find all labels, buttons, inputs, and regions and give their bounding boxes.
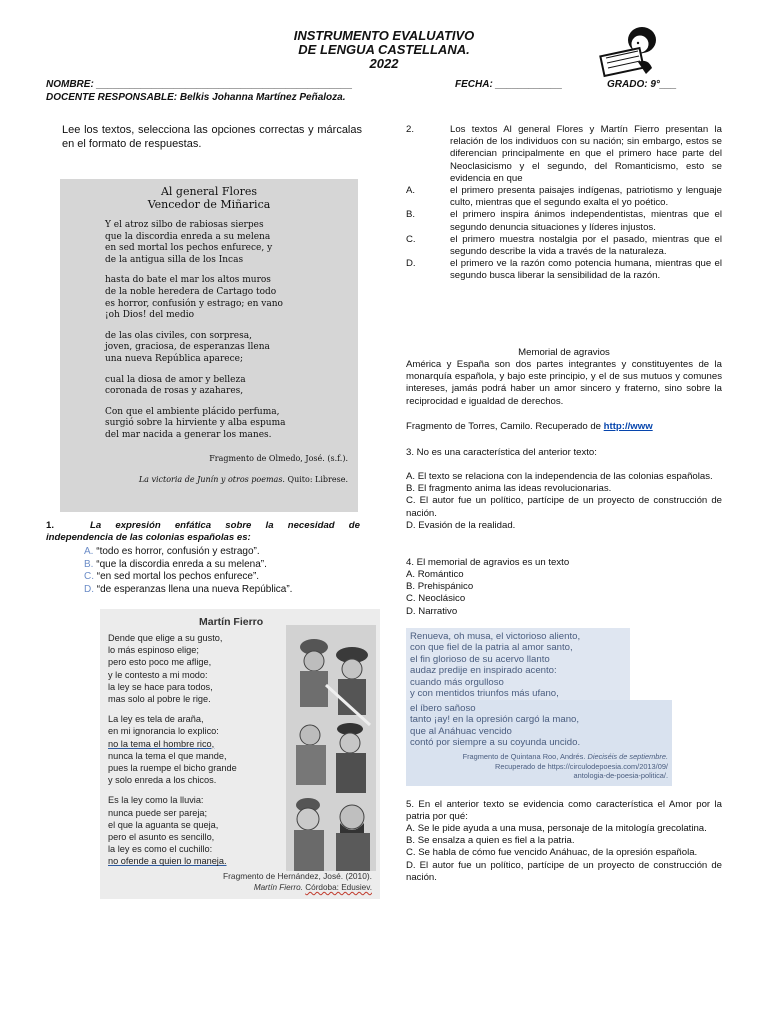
poem-line: y le contesto a mi modo: <box>108 669 208 680</box>
poem-line: en sed mortal los pechos enfurece, y <box>105 243 273 254</box>
question-2 <box>406 124 722 283</box>
poem-line: Y el atroz silbo de rabiosas sierpes <box>105 220 264 230</box>
teacher-line: DOCENTE RESPONSABLE: Belkis Johanna Martínez Peñaloza. <box>46 92 346 103</box>
gaucho-illustration-icon <box>286 625 376 871</box>
memorial-link[interactable]: http://www <box>603 421 653 432</box>
poem-line: hasta do bate el mar los altos muros <box>105 275 271 286</box>
poem-line: el que la aguanta se queja, <box>108 819 219 830</box>
option-b[interactable]: B. “que la discordia enreda a su melena”. <box>84 558 267 570</box>
memorial-text: América y España son dos partes integrantes y constituyentes de la monarquía española, y bajo este principio, y el de sus mutuos y comunes intereses, jamás podrá haber un amor sincero y fraterno, sino sobre la reciprocidad e igualdad de derechos. <box>406 359 722 407</box>
poem-line: una nueva República aparece; <box>105 353 244 364</box>
question-2-text: Los textos Al general Flores y Martín Fierro presentan la relación de los individuos con su nación; sin embargo, estos se diferencian principalmente en que el primero hace parte del Neoclasicismo y el segundo, del Romanticismo, esto se evidencia en que <box>450 124 722 184</box>
poem-line: contó por siempre a su coyunda uncido. <box>410 737 581 749</box>
poem-line: es horror, confusión y estrago; en vano <box>105 298 283 309</box>
option-c[interactable]: C. “en sed mortal los pechos enfurece”. <box>84 571 260 582</box>
instructions: Lee los textos, selecciona las opciones correctas y márcalas en el formato de respuestas. <box>62 124 362 150</box>
memorial-title: Memorial de agravios <box>518 347 610 358</box>
poem-line: cuando más orgulloso <box>410 676 504 688</box>
poem-line: la ley se hace para todos, <box>108 681 213 692</box>
poem-line: audaz predije en inspirado acento: <box>410 665 557 677</box>
poem-line: coronada de rosas y azahares, <box>105 386 244 397</box>
question-4: 4. El memorial de agravios es un texto <box>406 557 570 568</box>
poem-line: nunca la tema el que mande, <box>108 750 227 761</box>
poem-line: la ley es como el cuchillo: <box>108 844 213 855</box>
poem-line: La ley es tela de araña, <box>108 714 204 725</box>
question-5-options <box>406 823 722 884</box>
option-d[interactable]: D. El autor fue un político, partícipe de un proyecto de construcción de nación. <box>406 859 722 883</box>
question-2-number: 2. <box>406 124 415 135</box>
memorial-credit: Fragmento de Torres, Camilo. Recuperado de http://www <box>406 421 653 432</box>
poem-quintana-credit: Fragmento de Quintana Roo, Andrés. Dieciséis de septiembre. Recuperado de https://circulodepoesia.com/2013/09/ antologia-de-poesia-politica/. <box>462 752 668 780</box>
poem-flores-subtitle: Vencedor de Miñarica <box>147 198 271 211</box>
poem-line: surgió sobre la hirviente y alba espuma <box>105 418 286 429</box>
grade-field[interactable]: GRADO: 9°___ <box>607 79 677 90</box>
name-field[interactable]: NOMBRE: ______________________________________________ <box>46 79 353 90</box>
poem-line: el fin glorioso de su acervo llanto <box>410 653 550 665</box>
poem-flores-source-title: La victoria de Junín y otros poemas. <box>138 474 285 484</box>
poem-line: no la tema el hombre rico, <box>108 738 215 749</box>
poem-line: y con mentidos triunfos más ufano, <box>410 688 559 700</box>
option-a[interactable]: A. “todo es horror, confusión y estrago”. <box>84 546 260 557</box>
poem-martin-fierro-title: Martín Fierro <box>199 616 264 628</box>
poem-flores-title: Al general Flores <box>160 185 258 198</box>
option-c[interactable]: C. El autor fue un político, partícipe de un proyecto de construcción de nación. <box>406 495 722 519</box>
poem-line: mas solo al pobre le rige. <box>108 694 211 705</box>
question-3-options <box>406 471 722 532</box>
poem-line: pero el asunto es sencillo, <box>108 832 215 843</box>
option-c[interactable]: C. el primero muestra nostalgia por el pasado, mientras que el segundo describe la vida a través de la naturaleza. <box>406 233 722 258</box>
poem-martin-fierro-credit: Fragmento de Hernández, José. (2010). <box>223 871 372 881</box>
poem-line: nunca puede ser pareja; <box>108 807 208 818</box>
document-title-line1: INSTRUMENTO EVALUATIVO <box>293 28 475 43</box>
option-d[interactable]: D. Evasión de la realidad. <box>406 519 516 531</box>
poem-line: cual la diosa de amor y belleza <box>105 374 246 385</box>
poem-line: no ofende a quien lo maneja. <box>108 856 227 867</box>
option-c[interactable]: C. Se habla de cómo fue vencido Anáhuac, de la opresión española. <box>406 847 698 859</box>
poem-martin-fierro-source <box>254 883 372 892</box>
option-d[interactable]: D. “de esperanzas llena una nueva República”. <box>84 583 293 595</box>
poem-line: pero esto poco me aflige, <box>108 657 212 668</box>
poem-line: Dende que elige a su gusto, <box>108 633 223 643</box>
poem-line: el íbero sañoso <box>410 703 476 714</box>
question-1-number: 1. <box>46 520 55 531</box>
poem-line: tanto ¡ay! en la opresión cargó la mano, <box>410 714 580 726</box>
poem-flores-box <box>60 179 358 512</box>
option-b[interactable]: B. Prehispánico <box>406 581 474 593</box>
poem-flores-body <box>105 220 358 442</box>
document-year: 2022 <box>369 56 399 71</box>
poem-line: lo más espinoso elige; <box>108 645 199 656</box>
poem-line: del mar nacida a generar los manes. <box>105 429 272 440</box>
mafalda-mascot-icon <box>598 22 660 78</box>
option-b[interactable]: B. el primero inspira ánimos independentistas, mientras que el segundo denuncia situaciones y líderes injustos. <box>406 209 722 233</box>
document-title-line2: DE LENGUA CASTELLANA. <box>298 42 470 57</box>
question-4-options <box>406 569 722 618</box>
option-a[interactable]: A. El texto se relaciona con la independencia de las colonias españolas. <box>406 471 713 482</box>
question-1 <box>46 520 360 544</box>
poem-flores-credit: Fragmento de Olmedo, José. (s.f.). <box>209 453 348 463</box>
poem-martin-fierro-box <box>100 609 380 899</box>
poem-line: Renueva, oh musa, el victorioso aliento, <box>410 631 581 642</box>
poem-martin-fierro-source-city: Córdoba: Edusiev. <box>305 883 372 892</box>
poem-line: Es la ley como la lluvia: <box>108 795 204 806</box>
question-1-text: La expresión enfática sobre la necesidad de independencia de las colonias españolas es: <box>46 520 360 544</box>
poem-line: de la noble heredera de Cartago todo <box>105 286 277 297</box>
poem-line: joven, graciosa, de esperanzas llena <box>105 342 270 353</box>
poem-line: pues la ruempe el bicho grande <box>108 763 237 774</box>
poem-line: con que fiel de la patria al amor santo, <box>410 642 573 654</box>
option-b[interactable]: B. Se ensalza a quien es fiel a la patria. <box>406 835 575 847</box>
poem-line: que la discordia enreda a su melena <box>105 231 271 242</box>
option-b[interactable]: B. El fragmento anima las ideas revolucionarias. <box>406 483 612 495</box>
poem-line: y solo enreda a los chicos. <box>108 775 217 786</box>
poem-quintana-box-top <box>406 628 630 700</box>
date-field[interactable]: FECHA: ____________ <box>455 79 563 90</box>
question-5: 5. En el anterior texto se evidencia como característica el Amor por la patria por qué: <box>406 799 722 823</box>
question-1-options <box>84 546 364 596</box>
poem-line: que al Anáhuac vencido <box>410 725 512 737</box>
poem-martin-fierro-body <box>108 632 237 868</box>
poem-quintana-box-bottom <box>406 700 672 786</box>
question-3: 3. No es una característica del anterior texto: <box>406 447 597 458</box>
poem-line: ¡oh Dios! del medio <box>105 310 195 321</box>
option-c[interactable]: C. Neoclásico <box>406 593 466 605</box>
poem-line: en mi ignorancia lo explico: <box>108 726 219 737</box>
poem-line: Con que el ambiente plácido perfuma, <box>105 406 280 417</box>
poem-martin-fierro-source-title: Martín Fierro. <box>253 883 303 892</box>
poem-line: de la antigua silla de los Incas <box>105 254 244 265</box>
option-d[interactable]: D. el primero ve la razón como potencia humana, mientras que el segundo busca liberar la sensibilidad de la razón. <box>406 258 722 282</box>
option-a[interactable]: A. Se le pide ayuda a una musa, personaje de la mitología grecolatina. <box>406 823 707 834</box>
poem-flores-source <box>60 475 348 485</box>
poem-line: de las olas civiles, con sorpresa, <box>105 330 252 341</box>
poem-flores-source-city: Quito: Librese. <box>287 474 348 484</box>
option-a[interactable]: A. Romántico <box>406 569 464 580</box>
option-a[interactable]: A. el primero presenta paisajes indígenas, patriotismo y lenguaje culto, mientras que el segundo exalta el yo poético. <box>406 185 722 209</box>
option-d[interactable]: D. Narrativo <box>406 605 458 617</box>
